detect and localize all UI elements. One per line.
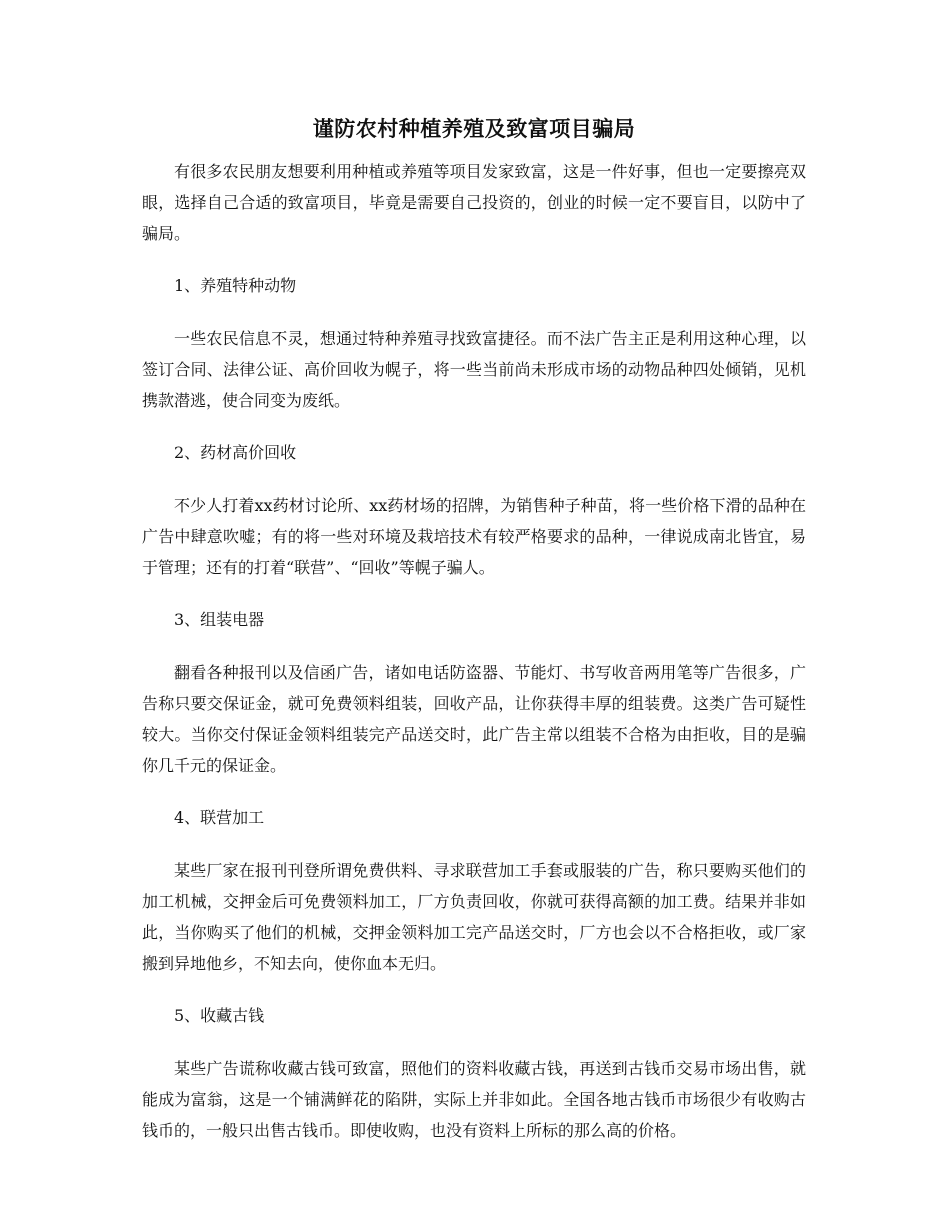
intro-paragraph: 有很多农民朋友想要利用种植或养殖等项目发家致富，这是一件好事，但也一定要擦亮双眼，选择自己合适的致富项目，毕竟是需要自己投资的，创业的时候一定不要盲目，以防中了骗局。 (142, 162, 806, 243)
section-heading-2: 2、药材高价回收 (174, 443, 297, 462)
section-body-3: 翻看各种报刊以及信函广告，诸如电话防盗器、节能灯、书写收音两用笔等广告很多，广告称只要交保证金，就可免费领料组装，回收产品，让你获得丰厚的组装费。这类广告可疑性较大。当你交付保证金领料组装完产品送交时，此广告主常以组装不合格为由拒收，目的是骗你几千元的保证金。 (142, 663, 806, 775)
section-body-4: 某些厂家在报刊刊登所谓免费供料、寻求联营加工手套或服装的广告，称只要购买他们的加工机械，交押金后可免费领料加工，厂方负责回收，你就可获得高额的加工费。结果并非如此，当你购买了他们的机械，交押金领料加工完产品送交时，厂方也会以不合格拒收，或厂家搬到异地他乡，不知去向，使你血本无归。 (142, 861, 806, 973)
section-heading-1: 1、养殖特种动物 (174, 276, 297, 295)
section-body-2: 不少人打着xx药材讨论所、xx药材场的招牌，为销售种子种苗，将一些价格下滑的品种在广告中肆意吹嘘；有的将一些对环境及栽培技术有较严格要求的品种，一律说成南北皆宜，易于管理；还有的打着“联营”、“回收”等幌子骗人。 (142, 496, 806, 577)
document-title: 谨防农村种植养殖及致富项目骗局 (312, 116, 636, 141)
section-body-1: 一些农民信息不灵，想通过特种养殖寻找致富捷径。而不法广告主正是利用这种心理，以签订合同、法律公证、高价回收为幌子，将一些当前尚未形成市场的动物品种四处倾销，见机携款潜逃，使合同变为废纸。 (142, 329, 806, 410)
document-page (142, 112, 806, 1167)
section-body-5: 某些广告谎称收藏古钱可致富，照他们的资料收藏古钱，再送到古钱币交易市场出售，就能成为富翁，这是一个铺满鲜花的陷阱，实际上并非如此。全国各地古钱币市场很少有收购古钱币的，一般只出售古钱币。即使收购，也没有资料上所标的那么高的价格。 (142, 1059, 806, 1140)
section-heading-4: 4、联营加工 (174, 808, 265, 827)
section-heading-5: 5、收藏古钱 (174, 1006, 265, 1025)
section-heading-3: 3、组装电器 (174, 610, 265, 629)
